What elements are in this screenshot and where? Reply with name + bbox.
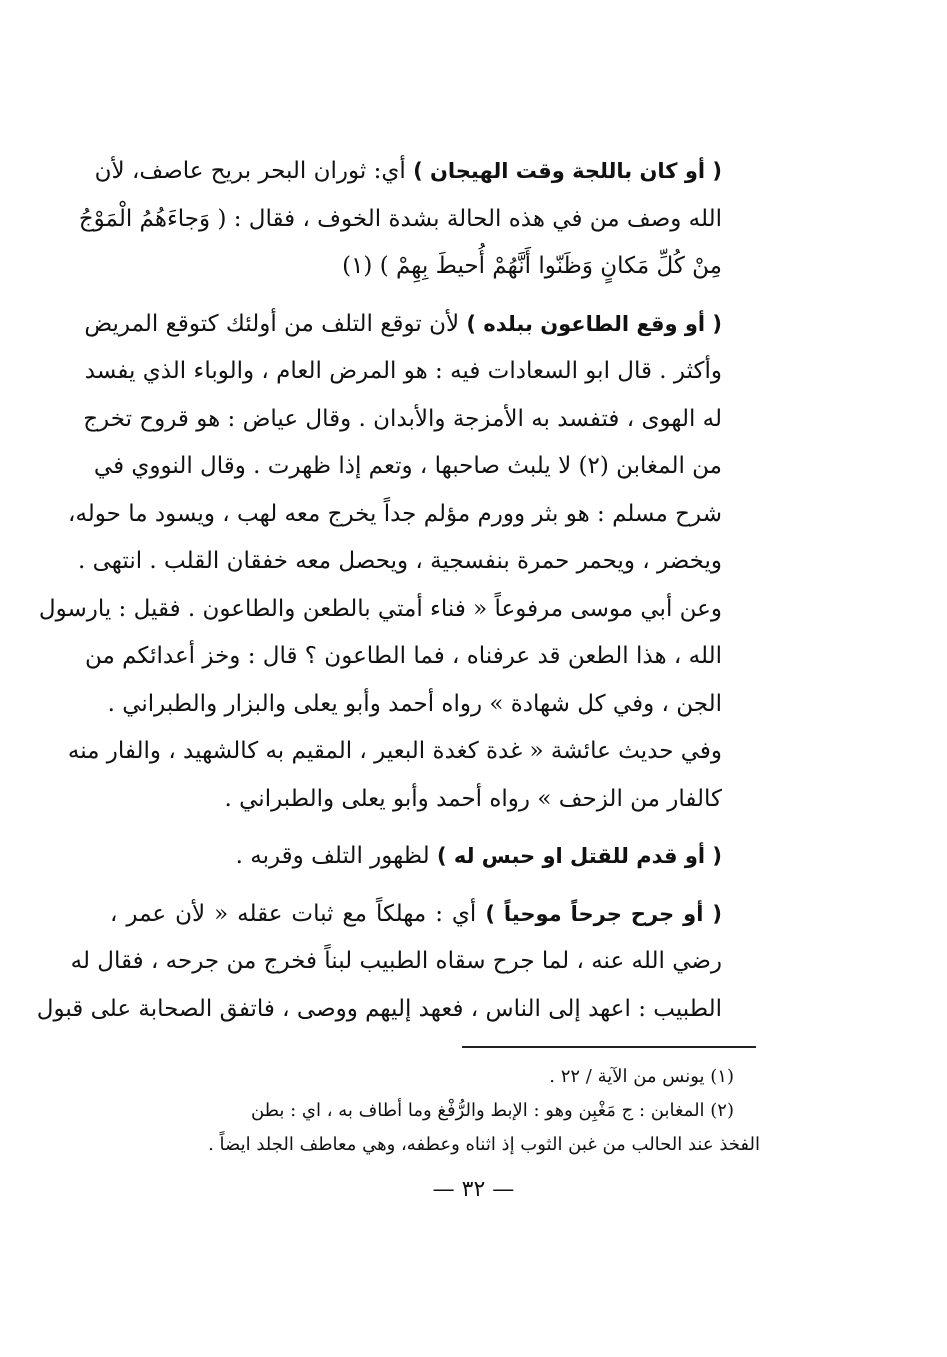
page-number: — ٣٢ — (432, 1177, 515, 1202)
lemma: ( أو قدم للقتل او حبس له ) (436, 844, 722, 868)
text-line: الله ، هذا الطعن قد عرفناه ، فما الطاعون ؟ قال : وخز أعدائكم من (84, 643, 722, 669)
text-line (110, 891, 760, 939)
paragraph (38, 301, 760, 824)
text-line: وفي حديث عائشة « غدة كغدة البعير ، المقيم به كالشهيد ، والفار منه (67, 738, 722, 764)
line-text: لظهور التلف وقربه . (235, 843, 437, 869)
text-line: الله وصف من في هذه الحالة بشدة الخوف ، فقال : ( وَجاءَهُمُ الْمَوْجُ (78, 205, 722, 232)
line-text: لأن توقع التلف من أولئك كتوقع المريض (84, 310, 467, 337)
footnote-2-continued: الفخذ عند الحالب من غبن الثوب إذ اثناه وعطفه، وهي معاطف الجلد ايضاً . (208, 1134, 760, 1155)
text-line: وأكثر . قال ابو السعادات فيه : هو المرض العام ، والوباء الذي يفسد (84, 358, 722, 384)
main-text (36, 148, 760, 1033)
footnote-2: (٢) المغابن : ج مَغْبِن وهو : الإبط والرُّفْغ وما أطاف به ، اي : بطن (250, 1100, 734, 1121)
line-text: أي: ثوران البحر بريح عاصف، لأن (94, 158, 414, 184)
text-line: الجن ، وفي كل شهادة » رواه أحمد وأبو يعلى والبزار والطبراني . (107, 690, 722, 717)
paragraph (78, 148, 760, 291)
paragraph (36, 891, 760, 1034)
text-line (94, 148, 760, 196)
lemma: ( أو وقع الطاعون ببلده ) (466, 311, 722, 336)
text-line: وعن أبي موسى مرفوعاً « فناء أمتي بالطعن والطاعون . فقيل : يارسول (38, 595, 722, 622)
text-line: ويخضر ، ويحمر حمرة بنفسجية ، ويحصل معه خفقان القلب . انتهى . (78, 548, 722, 574)
text-line: كالفار من الزحف » رواه أحمد وأبو يعلى والطبراني . (224, 785, 722, 812)
line-text: أي : مهلكاً مع ثبات عقله « لأن عمر ، (110, 900, 486, 927)
footnotes (110, 1060, 760, 1162)
lemma: ( أو كان باللجة وقت الهيجان ) (413, 159, 722, 183)
lemma: ( أو جرح جرحاً موحياً ) (485, 901, 722, 926)
text-line: رضي الله عنه ، لما جرح سقاه الطبيب لبناً فخرج من جرحه ، فقال له (70, 948, 722, 974)
text-line: له الهوى ، فتفسد به الأمزجة والأبدان . وقال عياض : هو قروح تخرج (83, 405, 722, 432)
text-line: الطبيب : اعهد إلى الناس ، فعهد إليهم ووصى ، فاتفق الصحابة على قبول (36, 995, 722, 1022)
text-line (110, 833, 760, 881)
text-line: من المغابن (٢) لا يلبث صاحبها ، وتعم إذا ظهرت . وقال النووي في (93, 453, 722, 479)
quran-verse: مِنْ كُلِّ مَكانٍ وَظَنّوا أَنَّهُمْ أُحيطَ بِهِمْ ) (١) (342, 253, 722, 279)
paragraph (110, 833, 760, 881)
footnote-divider (462, 1046, 756, 1048)
footnote-1: (١) يونس من الآية / ٢٢ . (549, 1066, 734, 1087)
text-line: شرح مسلم : هو بثر وورم مؤلم جداً يخرج معه لهب ، ويسود ما حوله، (68, 500, 722, 527)
text-line (84, 301, 760, 349)
